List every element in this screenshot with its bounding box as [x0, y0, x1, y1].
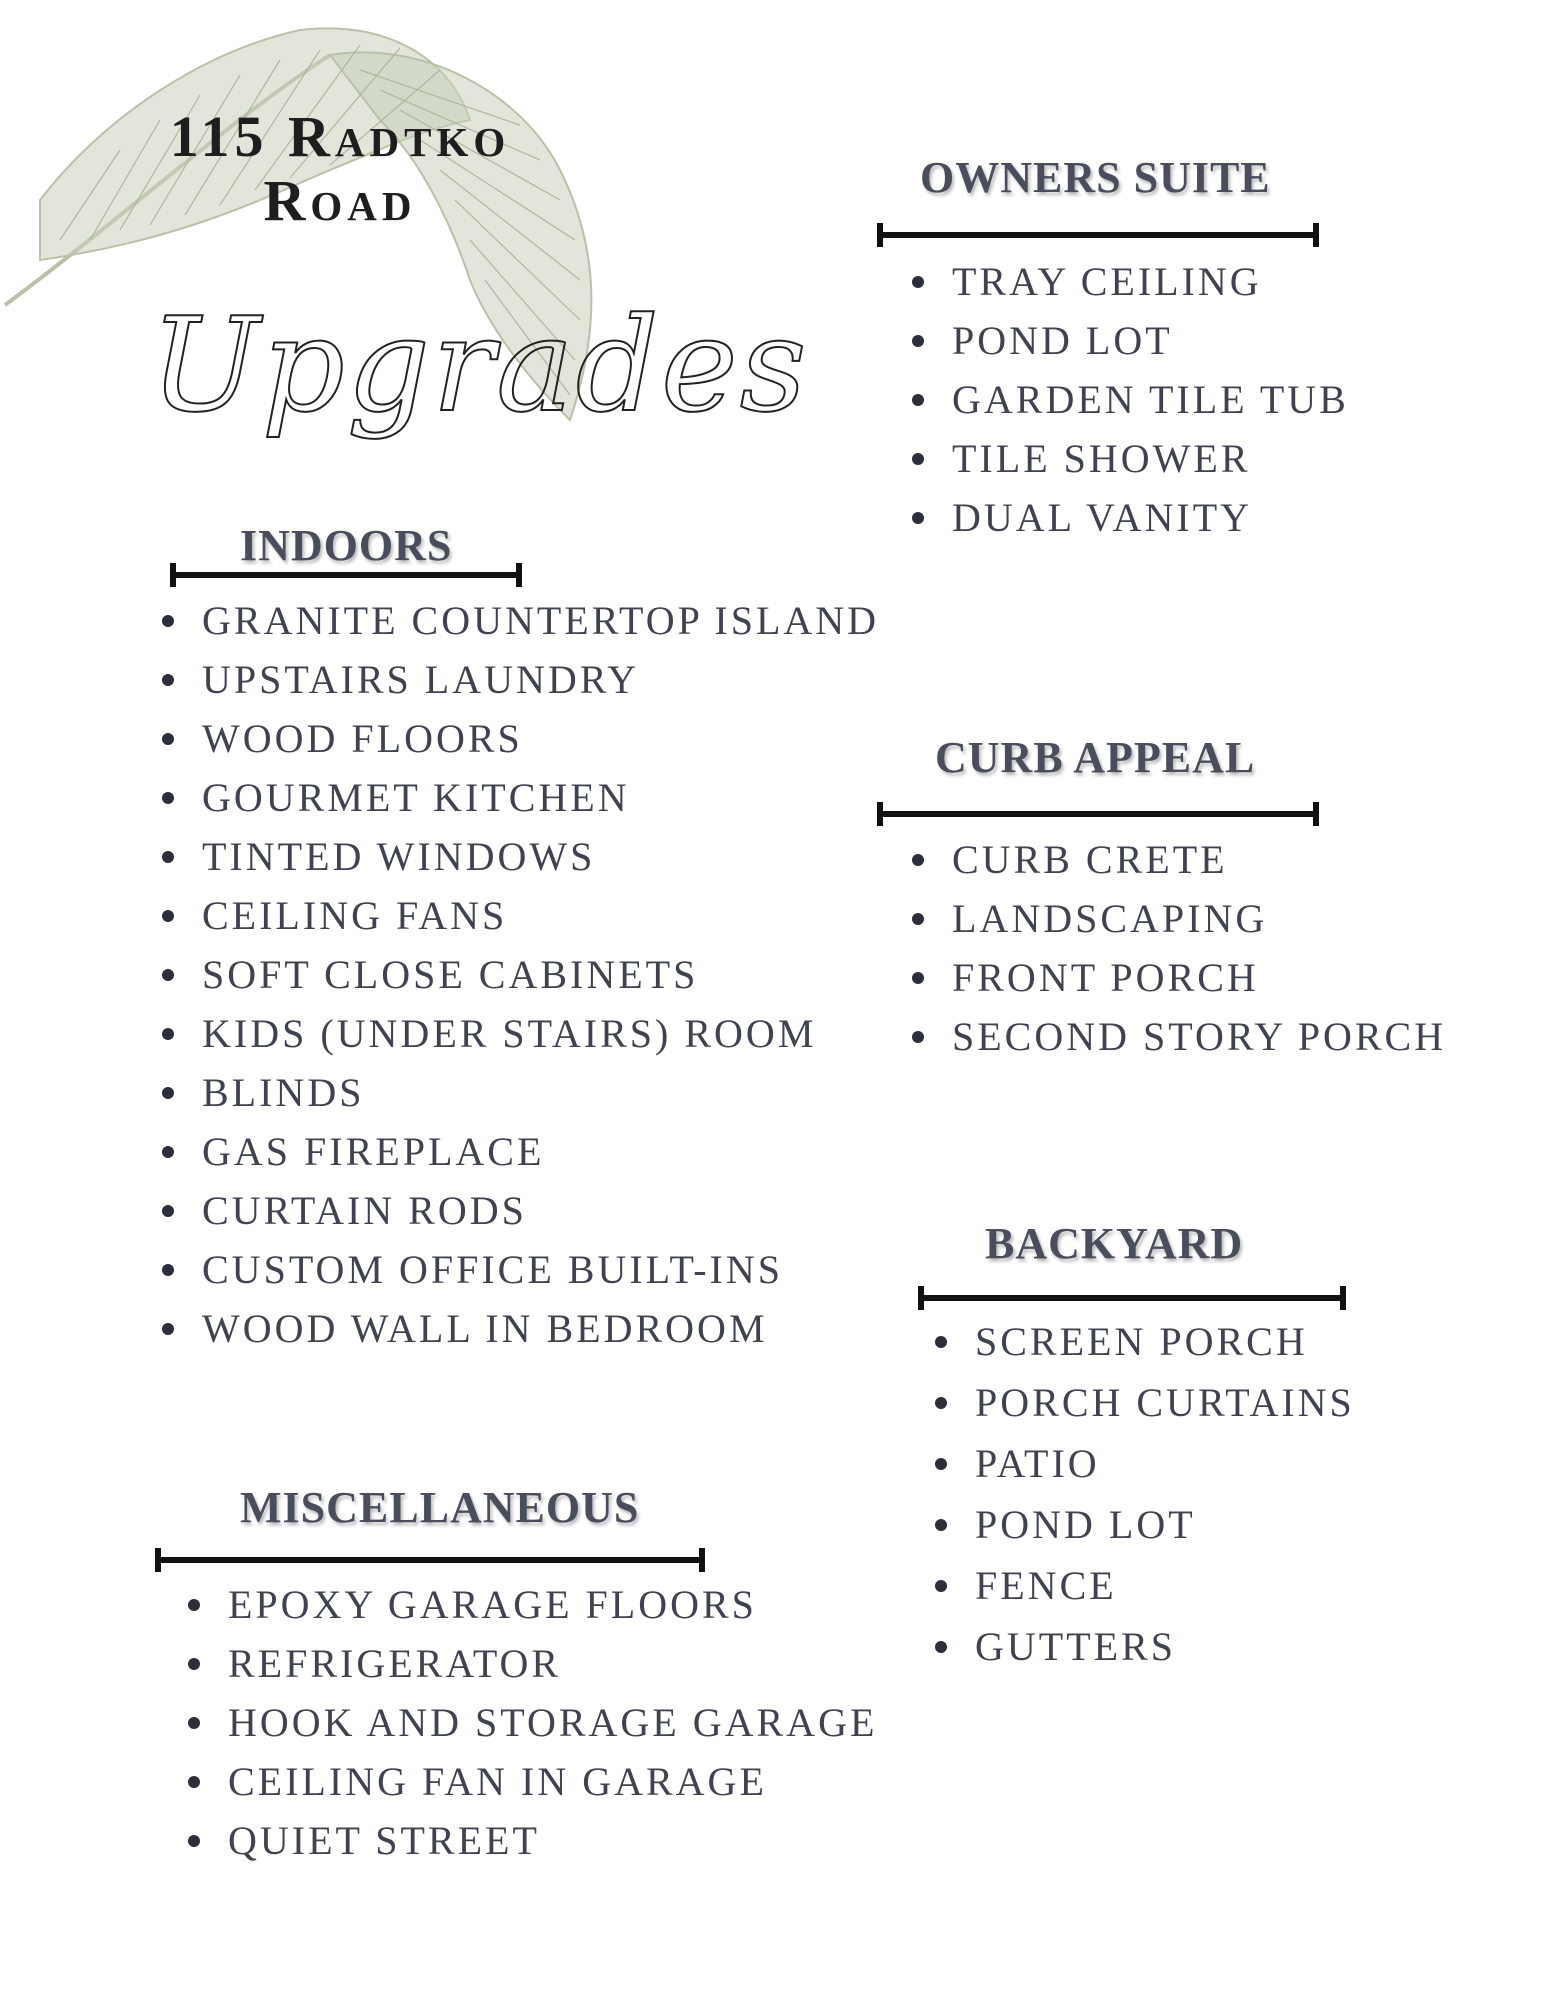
list-item: EPOXY GARAGE FLOORS: [188, 1585, 877, 1625]
list-item: GAS FIREPLACE: [162, 1132, 879, 1172]
list-item: FRONT PORCH: [912, 958, 1446, 998]
list-item: PORCH CURTAINS: [935, 1383, 1355, 1423]
list-item: GRANITE COUNTERTOP ISLAND: [162, 601, 879, 641]
list-item: SECOND STORY PORCH: [912, 1017, 1446, 1057]
list-item: SCREEN PORCH: [935, 1322, 1355, 1362]
list-item: HOOK AND STORAGE GARAGE: [188, 1703, 877, 1743]
list-item: CURB CRETE: [912, 840, 1446, 880]
list-item: CUSTOM OFFICE BUILT-INS: [162, 1250, 879, 1290]
list-item: FENCE: [935, 1566, 1355, 1606]
list-item: QUIET STREET: [188, 1821, 877, 1861]
list-item: TRAY CEILING: [912, 262, 1349, 302]
list-item: KIDS (UNDER STAIRS) ROOM: [162, 1014, 879, 1054]
owners-suite-heading: OWNERS SUITE: [920, 153, 1271, 202]
list-item: SOFT CLOSE CABINETS: [162, 955, 879, 995]
indoors-divider: [170, 572, 522, 578]
curb-appeal-list: [912, 837, 1447, 1059]
list-item: GOURMET KITCHEN: [162, 778, 879, 818]
list-item: BLINDS: [162, 1073, 879, 1113]
miscellaneous-list: [188, 1582, 878, 1863]
address-line-2: Road: [263, 167, 417, 233]
list-item: LANDSCAPING: [912, 899, 1446, 939]
curb-appeal-heading: CURB APPEAL: [935, 733, 1256, 782]
backyard-list: [935, 1319, 1355, 1669]
miscellaneous-divider: [155, 1557, 705, 1563]
list-item: POND LOT: [912, 321, 1349, 361]
list-item: DUAL VANITY: [912, 498, 1349, 538]
upgrades-script-text: Upgrades: [150, 289, 809, 441]
list-item: CURTAIN RODS: [162, 1191, 879, 1231]
list-item: CEILING FANS: [162, 896, 879, 936]
list-item: REFRIGERATOR: [188, 1644, 877, 1684]
indoors-list: [162, 598, 880, 1351]
property-address: [140, 105, 540, 233]
list-item: TINTED WINDOWS: [162, 837, 879, 877]
list-item: GARDEN TILE TUB: [912, 380, 1349, 420]
list-item: UPSTAIRS LAUNDRY: [162, 660, 879, 700]
list-item: TILE SHOWER: [912, 439, 1349, 479]
list-item: GUTTERS: [935, 1627, 1355, 1667]
owners-suite-divider: [877, 232, 1319, 238]
list-item: POND LOT: [935, 1505, 1355, 1545]
list-item: WOOD FLOORS: [162, 719, 879, 759]
upgrades-script-title: [140, 270, 809, 490]
backyard-heading: BACKYARD: [985, 1219, 1244, 1268]
address-line-1: 115 Radtko: [169, 104, 511, 169]
list-item: PATIO: [935, 1444, 1355, 1484]
indoors-heading: INDOORS: [240, 521, 453, 570]
list-item: CEILING FAN IN GARAGE: [188, 1762, 877, 1802]
miscellaneous-heading: MISCELLANEOUS: [240, 1483, 640, 1532]
owners-suite-list: [912, 259, 1349, 540]
curb-appeal-divider: [877, 811, 1319, 817]
list-item: WOOD WALL IN BEDROOM: [162, 1309, 879, 1349]
backyard-divider: [918, 1295, 1346, 1301]
